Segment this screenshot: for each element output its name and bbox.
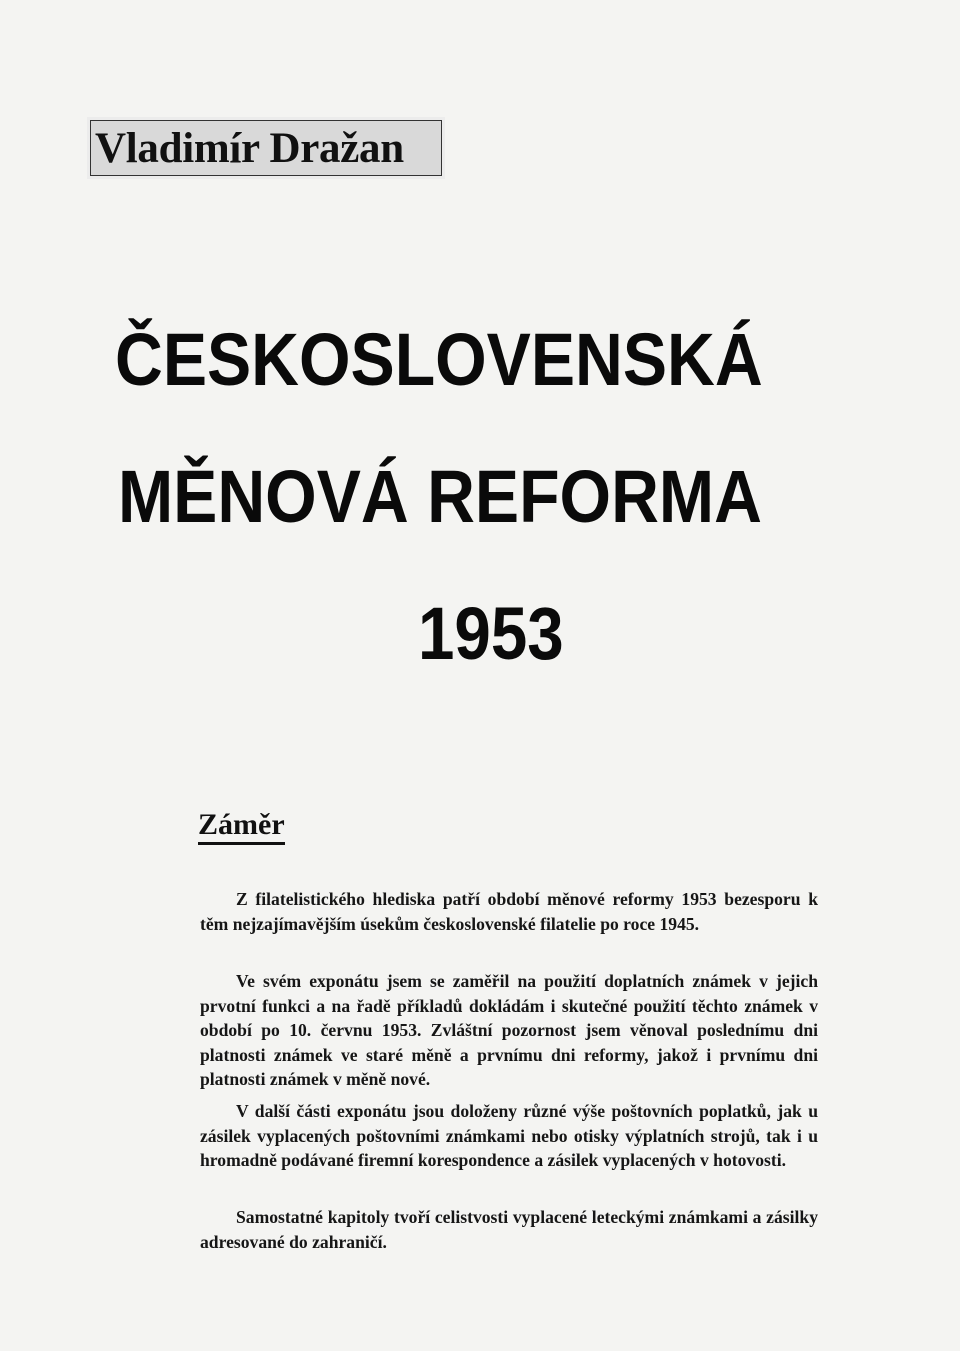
section-heading: Záměr (198, 808, 285, 845)
author-label-box (90, 120, 442, 176)
paragraph-text: Z filatelistického hlediska patří období měnové reformy 1953 bezesporu k těm nejzajímavějším úsekům československé filatelie po roce 1945. (200, 889, 818, 934)
paragraph-text: Samostatné kapitoly tvoří celistvosti vyplacené leteckými známkami a zásilky adresované do zahraničí. (200, 1207, 818, 1252)
title-line-1: ČESKOSLOVENSKÁ (115, 318, 763, 401)
author-name: Vladimír Dražan (95, 125, 404, 172)
paragraph-text: Ve svém exponátu jsem se zaměřil na použití doplatních známek v jejich prvotní funkci a na řadě příkladů dokládám i skutečné použití těchto známek v období po 10. červnu 1953. Zvláštní pozornost jsem věnoval poslednímu dni platnosti známek ve staré měně a prvnímu dni reformy, jakož i prvnímu dni platnosti známek v měně nové. (200, 971, 818, 1089)
paragraph-2 (200, 969, 818, 1092)
paragraph-text: V další části exponátu jsou doloženy různé výše poštovních poplatků, jak u zásilek vyplacených poštovními známkami nebo otisky výplatních strojů, tak i u hromadně podávané firemní korespondence a zásilek vyplacených v hotovosti. (200, 1101, 818, 1170)
paragraph-1 (200, 887, 818, 936)
paragraph-3 (200, 1099, 818, 1173)
title-line-2: MĚNOVÁ REFORMA (118, 455, 762, 538)
title-year: 1953 (418, 592, 564, 675)
paragraph-4 (200, 1205, 818, 1254)
